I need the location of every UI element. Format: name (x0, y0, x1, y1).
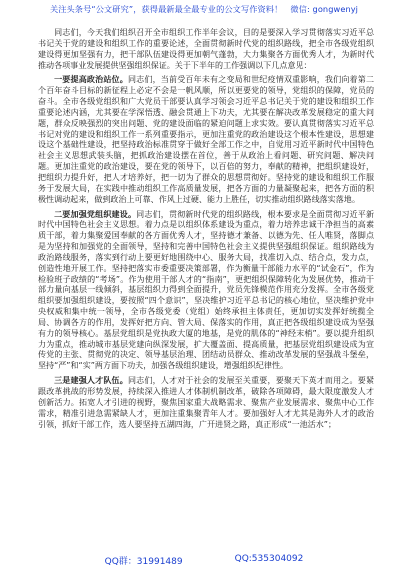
intro-paragraph: 同志们，今天我们组织召开全市组织工作半年会议，目的是要深入学习贯彻落实习近平总书记关于党的建设和组织工作的重要论述，全面贯彻新时代党的组织路线，把全市各级党组织建设得更加坚强有力，把干部队伍建设得更加朝气蓬勃，大力集聚各方面优秀人才，为新时代推动各项事业发展提供坚强组织保证。关于下半年的工作强调以下几点意见： (38, 28, 374, 70)
section-1-text: 同志们，当前受百年未有之变局和世纪疫情双重影响，我们向着第二个百年奋斗目标的新征程上必定不会是一帆风顺，所以更要党的领导，党组织的保障，党员的奋斗。全市各级党组织和广大党员干部要认真学习领会习近平总书记关于党的建设和组织工作重要论述内涵，尤其要在学深悟透、融会贯通上下功夫，尤其要在解决改革发展稳定的重大问题，群众反映强烈的突出问题、党的建设面临的紧迫问题上求实效。要认真贯彻落实习近平总书记对党的建设和组织工作一系列重要指示，更加注重党的政治建设这个根本性建设，思想建设这个基础性建设，把坚持政治标准贯穿于做好全部工作之中，自觉用习近平新时代中国特色社会主义思想武装头脑，把抓政治建设摆在首位，善于从政治上看问题、研究问题、解决问题。更加注重党的政治建设，要在党的领导下，以百倍的努力，奉献的精神，把组织建设好，把组织力提升好，把人才培养好，把一切为了群众的思想贯彻好。坚持党的建设和组织工作服务于发展大局，在实践中推动组织工作高质量发展，把各方面的力量凝聚起来，把各方面的积极性调动起来，做到政治上可靠、作风上过硬、能力上胜任，切实推动组织路线落实落地。 (38, 75, 374, 204)
banner-promo-text: 关注头条号“公文研究”，获得最新最全最专业的公文写作资料！ (49, 3, 283, 14)
section-3-text: 同志们，人才对于社会的发展至关重要，要聚天下英才而用之。要紧跟改革挑战的形势发展，持续深入推进人才体制机制改革，破除各项障碍，最大限度激发人才创新活力。拓宽人才引进的视野，聚焦国家重大战略需求、聚焦产业发展需求、聚焦中心工作需求，精准引进急需紧缺人才，更加注重集聚青年人才。要加强好人才尤其是海外人才的政治引领，抓好干部工作，选人要坚持五湖四海，广开进贤之路，真正形成“一池活水”； (38, 376, 374, 429)
section-2-heading: 二要加强党组织建设。 (54, 209, 137, 219)
section-1-paragraph (38, 75, 374, 205)
header-banner (0, 0, 408, 18)
banner-wechat-text: 微信: gongwenyj (290, 3, 359, 14)
section-3-paragraph (38, 376, 374, 430)
document-body (38, 28, 374, 538)
section-3-heading: 三是建强人才队伍。 (54, 376, 128, 386)
footer-contacts (0, 554, 408, 570)
section-1-heading: 一要提高政治站位。 (54, 75, 128, 85)
section-2-text: 同志们，贯彻新时代党的组织路线，根本要求是全面贯彻习近平新时代中国特色社会主义思想。着力点是以组织体系建设为重点，着力培养忠诚干净担当的高素质干部，着力集聚爱国奉献的各方面优秀人才，坚持德才兼备、以德为先、任人唯贤，落脚点是为坚持和加强党的全面领导，坚持和完善中国特色社会主义提供坚强组织保证。组织路线为政治路线服务，落实到行动上要更好地围绕中心、服务大局，找准切入点、结合点，发力点，创造性地开展工作。坚持把落实市委重要决策部署，作为衡量干部能力水平的“试金石”，作为检验班子政绩的“考场”。作为使用干部人才的“指南”，更把组织保障转化为发展优势，推动干部力量向基层一线倾斜，基层组织力得到全面提升，党员先锋模范作用充分发挥。全市各级党组织要加强组织建设，要按照“四个意识”，坚决维护习近平总书记的核心地位，坚决维护党中央权威和集中统一领导，全市各级党委（党组）始终承担主体责任，更加切实发挥好统揽全局、协调各方的作用，发挥好把方向、管大局、保落实的作用，真正把各级组织建设成为坚强有力的领导核心。基层党组织是党执政大厦的地基，是党的肌体的“神经末梢”。要以提升组织力为重点，推动城市基层党建向纵深发展，扩大覆盖面、提高质量，把基层党组织建设成为宣传党的主张、贯彻党的决定、领导基层治理、团结动员群众、推动改革发展的坚强战斗堡垒，坚持“严”和“实”两方面下功夫，加强各级组织建设，增强组织纪律性。 (38, 209, 374, 371)
footer-qq-group: QQ群：31991489 (104, 557, 183, 567)
section-2-paragraph (38, 210, 374, 373)
footer-qq: QQ:535304092 (234, 554, 304, 564)
